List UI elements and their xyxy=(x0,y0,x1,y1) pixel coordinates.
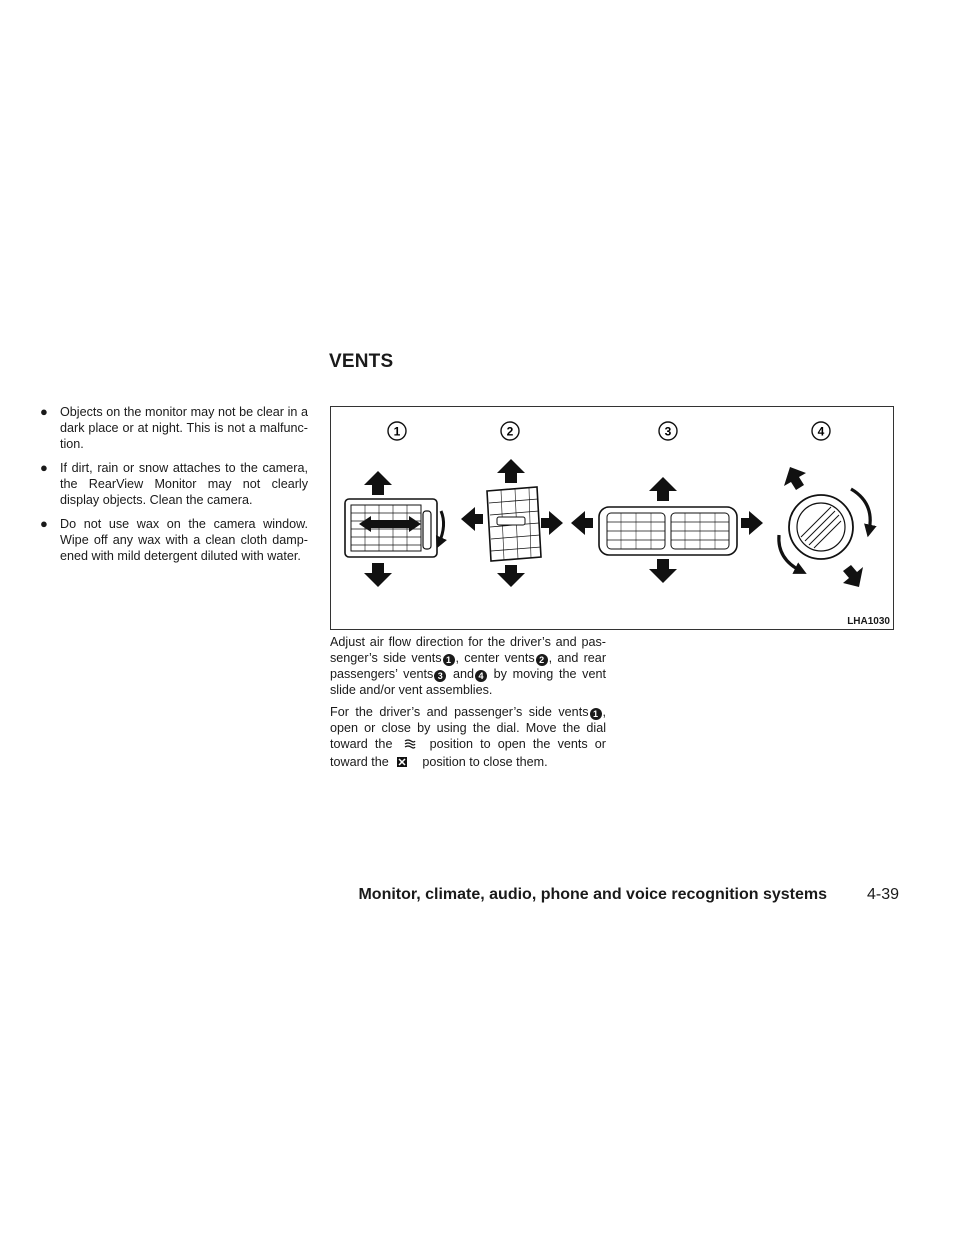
bullet-item xyxy=(40,516,308,564)
text-span: For the driver’s and passenger’s side vents xyxy=(330,705,589,719)
round-vent-illustration xyxy=(779,467,870,587)
bullet-marker: ● xyxy=(40,516,48,531)
vent-number-badge: 1 xyxy=(590,708,602,720)
bullet-item xyxy=(40,460,308,508)
text-span: , open or close by using the dial. Move the dial toward the xyxy=(330,705,606,751)
bullet-list xyxy=(40,404,308,572)
svg-text:4: 4 xyxy=(817,424,825,439)
bullet-text: Objects on the monitor may not be clear in a dark place or at night. This is not a malfunc-tion. xyxy=(60,405,308,451)
bullet-marker: ● xyxy=(40,460,48,475)
airflow-open-icon xyxy=(404,738,416,754)
bullet-text: Do not use wax on the camera window. Wipe off any wax with a clean cloth damp-ened with mild detergent diluted with water. xyxy=(60,517,308,563)
airflow-closed-icon xyxy=(396,756,408,772)
paragraph-dial xyxy=(330,704,606,772)
rear-dual-vent-illustration xyxy=(571,477,763,583)
callout-3 xyxy=(659,422,677,440)
vents-figure xyxy=(330,406,894,630)
vent-number-badge: 1 xyxy=(443,654,455,666)
text-span: , center vents xyxy=(455,651,535,665)
callout-4 xyxy=(812,422,830,440)
svg-text:3: 3 xyxy=(664,424,672,439)
vent-number-badge: 2 xyxy=(536,654,548,666)
side-vent-illustration xyxy=(345,471,444,587)
center-vent-illustration xyxy=(461,459,563,587)
figure-code: LHA1030 xyxy=(847,616,890,627)
text-span: Adjust air flow direction for the driver’s and pas-senger’s side vents xyxy=(330,635,606,665)
vents-illustration xyxy=(331,407,895,631)
text-span: position to close them. xyxy=(422,755,548,769)
bullet-marker: ● xyxy=(40,404,48,419)
footer-section-title: Monitor, climate, audio, phone and voice recognition systems xyxy=(358,886,827,903)
page-number: 4-39 xyxy=(866,886,899,903)
callout-1 xyxy=(388,422,406,440)
text-span: by moving the vent slide and/or vent assemblies. xyxy=(330,667,606,697)
vent-number-badge: 3 xyxy=(434,670,446,682)
text-span: , and rear passengers’ vents xyxy=(330,651,607,681)
section-title: VENTS xyxy=(329,351,394,372)
text-span: position to open the vents or toward the xyxy=(330,737,607,769)
text-span: and xyxy=(452,667,474,681)
svg-text:1: 1 xyxy=(393,424,401,439)
vent-number-badge: 4 xyxy=(475,670,487,682)
paragraph-adjust-airflow xyxy=(330,634,606,698)
bullet-text: If dirt, rain or snow attaches to the camera, the RearView Monitor may not clearly display objects. Clean the camera. xyxy=(60,461,308,507)
svg-text:2: 2 xyxy=(506,424,514,439)
bullet-item xyxy=(40,404,308,452)
callout-2 xyxy=(501,422,519,440)
